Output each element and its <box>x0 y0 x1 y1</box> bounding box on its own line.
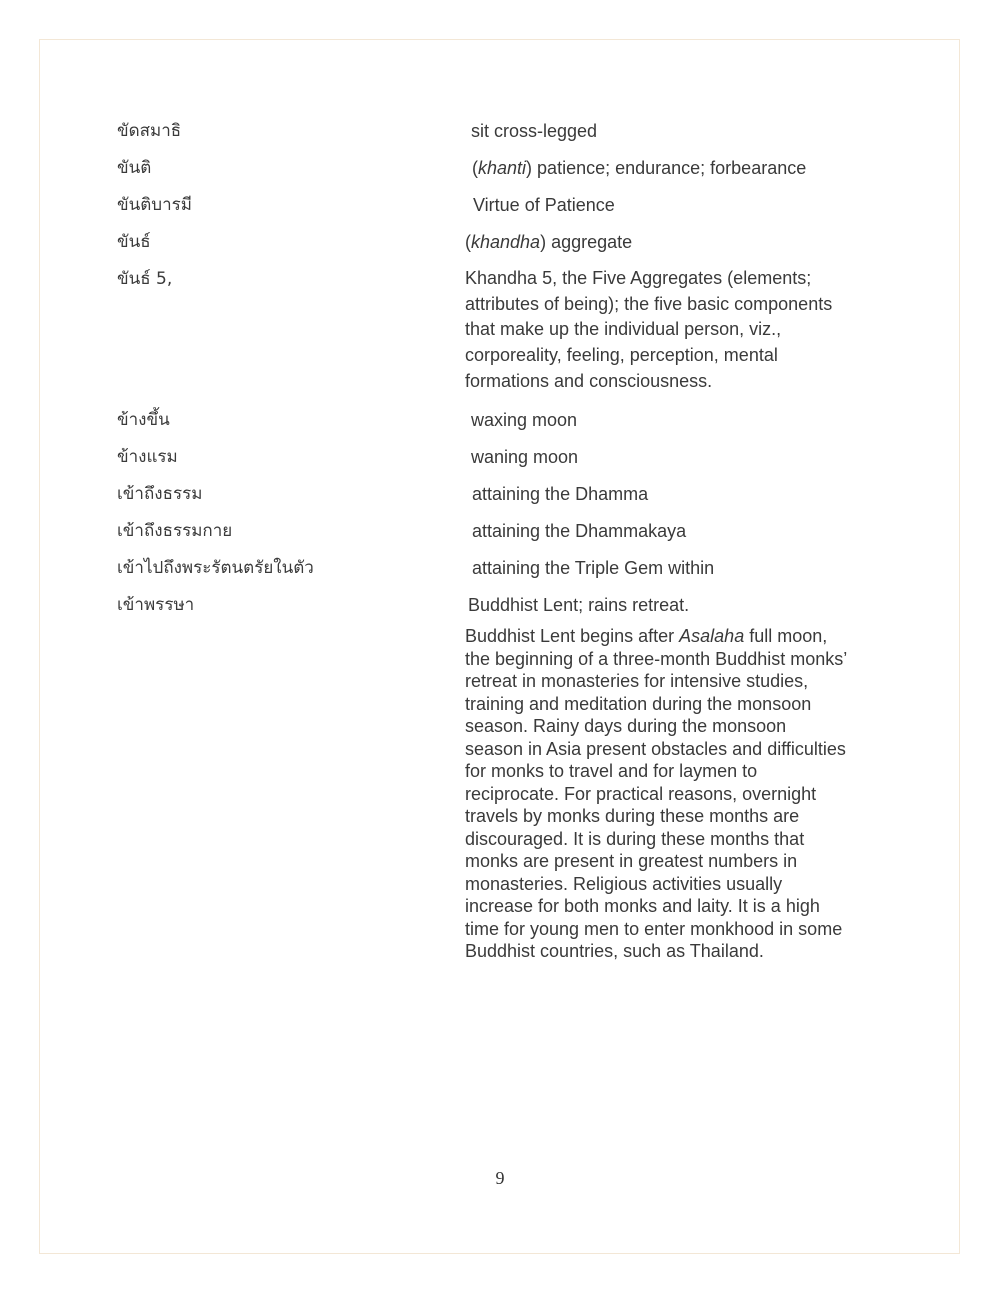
definition-line: that make up the individual person, viz., <box>465 319 782 340</box>
note-line: reciprocate. For practical reasons, overnight <box>465 783 817 804</box>
english-definition: waning moon <box>471 447 579 467</box>
note-line: Buddhist Lent begins after Asalaha full moon, <box>465 626 828 646</box>
thai-term: ขันติ <box>117 158 152 178</box>
note-line: the beginning of a three-month Buddhist monks’ <box>465 648 848 669</box>
english-definition: waxing moon <box>471 410 578 430</box>
note-line: monasteries. Religious activities usually <box>465 873 783 894</box>
english-definition: sit cross-legged <box>471 121 598 141</box>
thai-term: ข้างแรม <box>117 447 178 467</box>
thai-term: ขัดสมาธิ <box>117 121 182 141</box>
thai-term: ขันธ์ <box>117 232 151 252</box>
note-line: time for young men to enter monkhood in some <box>465 918 843 939</box>
note-line: retreat in monasteries for intensive studies, <box>465 671 809 691</box>
definition-line: formations and consciousness. <box>465 370 713 391</box>
thai-term: เข้าพรรษา <box>117 595 195 615</box>
page-number: 9 <box>495 1168 505 1188</box>
thai-term: เข้าถึงธรรมกาย <box>117 521 233 541</box>
definition-line: Khandha 5, the Five Aggregates (elements; <box>465 268 812 288</box>
pali-term: Asalaha <box>679 626 745 646</box>
english-definition: attaining the Dhamma <box>472 484 649 504</box>
pali-term: khandha <box>471 232 541 252</box>
thai-term: ขันธ์ 5, <box>117 269 173 289</box>
note-line: for monks to travel and for laymen to <box>465 761 758 781</box>
note-line: season. Rainy days during the monsoon <box>465 716 787 736</box>
english-definition <box>465 266 885 395</box>
note-line: discouraged. It is during these months that <box>465 828 805 849</box>
thai-term: ข้างขึ้น <box>117 410 170 430</box>
note-line: training and meditation during the monsoon <box>465 693 812 714</box>
english-definition: (khanti) patience; endurance; forbearance <box>472 158 807 178</box>
note-line: increase for both monks and laity. It is a high <box>465 896 820 916</box>
english-definition: Buddhist Lent; rains retreat. <box>468 595 690 615</box>
note-line: monks are present in greatest numbers in <box>465 851 798 871</box>
pali-term: khanti <box>478 158 527 178</box>
thai-term: เข้าไปถึงพระรัตนตรัยในตัว <box>117 558 314 578</box>
note-line: season in Asia present obstacles and difficulties <box>465 738 846 759</box>
definition-line: corporeality, feeling, perception, mental <box>465 345 778 366</box>
note-line: travels by monks during these months are <box>465 806 800 826</box>
thai-term: ขันติบารมี <box>117 195 192 215</box>
lent-explanation <box>465 625 890 963</box>
english-definition: (khandha) aggregate <box>465 232 633 252</box>
note-line: Buddhist countries, such as Thailand. <box>465 941 764 961</box>
thai-term: เข้าถึงธรรม <box>117 484 203 504</box>
english-definition: Virtue of Patience <box>473 195 615 215</box>
english-definition: attaining the Dhammakaya <box>472 521 687 541</box>
definition-line: attributes of being); the five basic components <box>465 293 833 314</box>
english-definition: attaining the Triple Gem within <box>472 558 715 578</box>
